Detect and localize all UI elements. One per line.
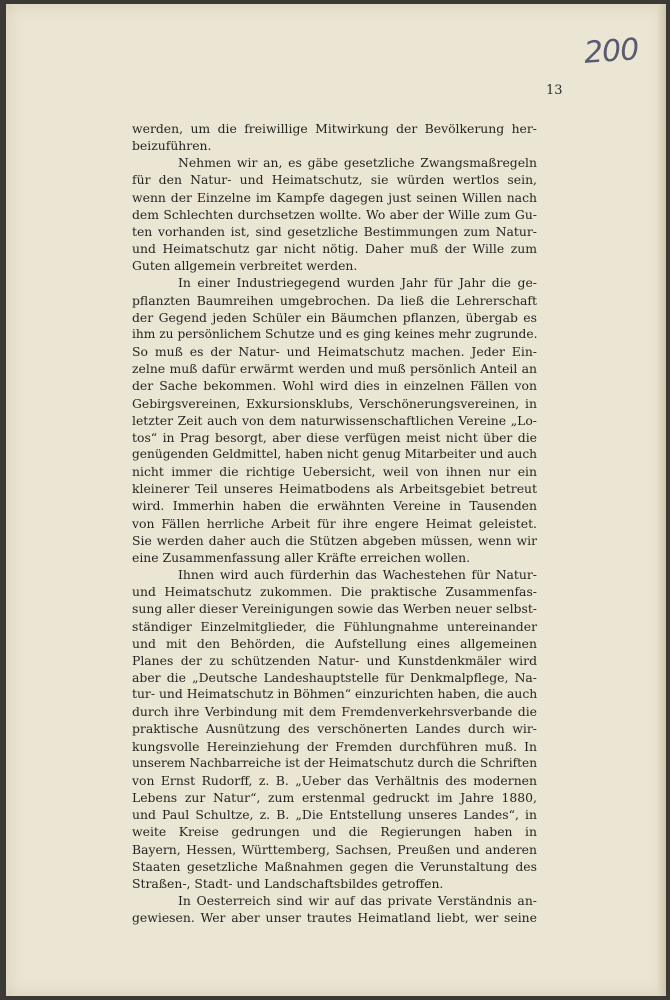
text-line: der Gegend jeden Schüler ein Bäumchen pflanzen, übergab es (132, 309, 537, 325)
text-line: ständiger Einzelmitglieder, die Fühlungnahme untereinander (132, 618, 537, 634)
text-line: tur- und Heimatschutz in Böhmen“ einzurichten haben, die auch (132, 687, 538, 702)
text-line: von Fällen herrliche Arbeit für ihre engere Heimat geleistet. (132, 515, 537, 531)
text-line: Straßen-, Stadt- und Landschaftsbildes getroffen. (132, 875, 444, 891)
page-number: 13 (546, 83, 563, 98)
text-line: weite Kreise gedrungen und die Regierungen haben in (132, 824, 537, 840)
text-line: von Ernst Rudorff, z. B. „Ueber das Verhältnis des modernen (132, 772, 537, 788)
text-line: werden, um die freiwillige Mitwirkung der Bevölkerung her- (132, 121, 537, 136)
text-line: praktische Ausnützung des verschönerten Landes durch wir- (132, 721, 537, 737)
text-line: zelne muß dafür erwärmt werden und muß persönlich Anteil an (132, 361, 537, 377)
page-edge (658, 4, 666, 996)
text-line: beizuführen. (132, 138, 212, 154)
text-line: für den Natur- und Heimatschutz, sie würden wertlos sein, (132, 172, 537, 188)
text-line: kleinerer Teil unseres Heimatbodens als Arbeitsgebiet betreut (132, 481, 537, 497)
text-line: In Oesterreich sind wir auf das private Verständnis an- (178, 893, 537, 909)
text-line: der Sache bekommen. Wohl wird dies in einzelnen Fällen von (132, 378, 537, 394)
text-line: gewiesen. Wer aber unser trautes Heimatland liebt, wer seine (132, 910, 537, 926)
text-line: Planes der zu schützenden Natur- und Kunstdenkmäler wird (132, 652, 537, 668)
text-line: und Heimatschutz zukommen. Die praktische Zusammenfas- (132, 584, 537, 600)
text-line: Nehmen wir an, es gäbe gesetzliche Zwangsmaßregeln (178, 155, 537, 171)
text-line: unserem Nachbarreiche ist der Heimatschutz durch die Schriften (132, 755, 537, 770)
text-line: nicht immer die richtige Uebersicht, weil von ihnen nur ein (132, 464, 537, 480)
text-line: So muß es der Natur- und Heimatschutz machen. Jeder Ein- (132, 344, 537, 360)
text-line: ihm zu persönlichem Schutze und es ging keines mehr zugrunde. (132, 326, 538, 341)
text-line: und Heimatschutz gar nicht nötig. Daher muß der Wille zum (132, 241, 537, 257)
text-line: sung aller dieser Vereinigungen sowie das Werben neuer selbst- (132, 601, 537, 617)
text-line: aber die „Deutsche Landeshauptstelle für Denkmalpflege, Na- (132, 670, 537, 685)
text-line: wird. Immerhin haben die erwähnten Vereine in Tausenden (132, 498, 537, 514)
text-line: dem Schlechten durchsetzen wollte. Wo aber der Wille zum Gu- (132, 206, 537, 222)
text-line: Ihnen wird auch fürderhin das Wachestehen für Natur- (178, 567, 537, 583)
handwritten-archive-number: 200 (582, 32, 640, 71)
text-line: kungsvolle Hereinziehung der Fremden durchführen muß. In (132, 738, 537, 754)
text-line: Guten allgemein verbreitet werden. (132, 258, 358, 274)
text-line: Sie werden daher auch die Stützen abgeben müssen, wenn wir (132, 532, 537, 548)
text-line: Staaten gesetzliche Maßnahmen gegen die Verunstaltung des (132, 858, 537, 874)
text-line: tos“ in Prag besorgt, aber diese verfügen meist nicht über die (132, 429, 537, 445)
text-line: Gebirgsvereinen, Exkursionsklubs, Verschönerungsvereinen, in (132, 395, 537, 411)
text-line: durch ihre Verbindung mit dem Fremdenverkehrsverbande die (132, 704, 537, 720)
text-line: letzter Zeit auch von dem naturwissenschaftlichen Vereine „Lo- (132, 412, 537, 428)
text-line: wenn der Einzelne im Kampfe dagegen just seinen Willen nach (132, 189, 537, 205)
document-page (6, 4, 666, 996)
text-line: und mit den Behörden, die Aufstellung eines allgemeinen (132, 635, 537, 651)
text-line: eine Zusammenfassung aller Kräfte erreichen wollen. (132, 549, 471, 565)
text-line: genügenden Geldmittel, haben nicht genug Mitarbeiter und auch (132, 446, 537, 461)
body-text (132, 120, 537, 926)
text-line: ten vorhanden ist, sind gesetzliche Bestimmungen zum Natur- (132, 223, 537, 239)
text-line: In einer Industriegegend wurden Jahr für Jahr die ge- (178, 275, 537, 291)
text-line: Bayern, Hessen, Württemberg, Sachsen, Preußen und anderen (132, 841, 537, 857)
text-line: und Paul Schultze, z. B. „Die Entstellung unseres Landes“, in (132, 807, 537, 823)
text-line: Lebens zur Natur“, zum erstenmal gedruckt im Jahre 1880, (132, 790, 537, 806)
text-line: pflanzten Baumreihen umgebrochen. Da ließ die Lehrerschaft (132, 292, 537, 308)
